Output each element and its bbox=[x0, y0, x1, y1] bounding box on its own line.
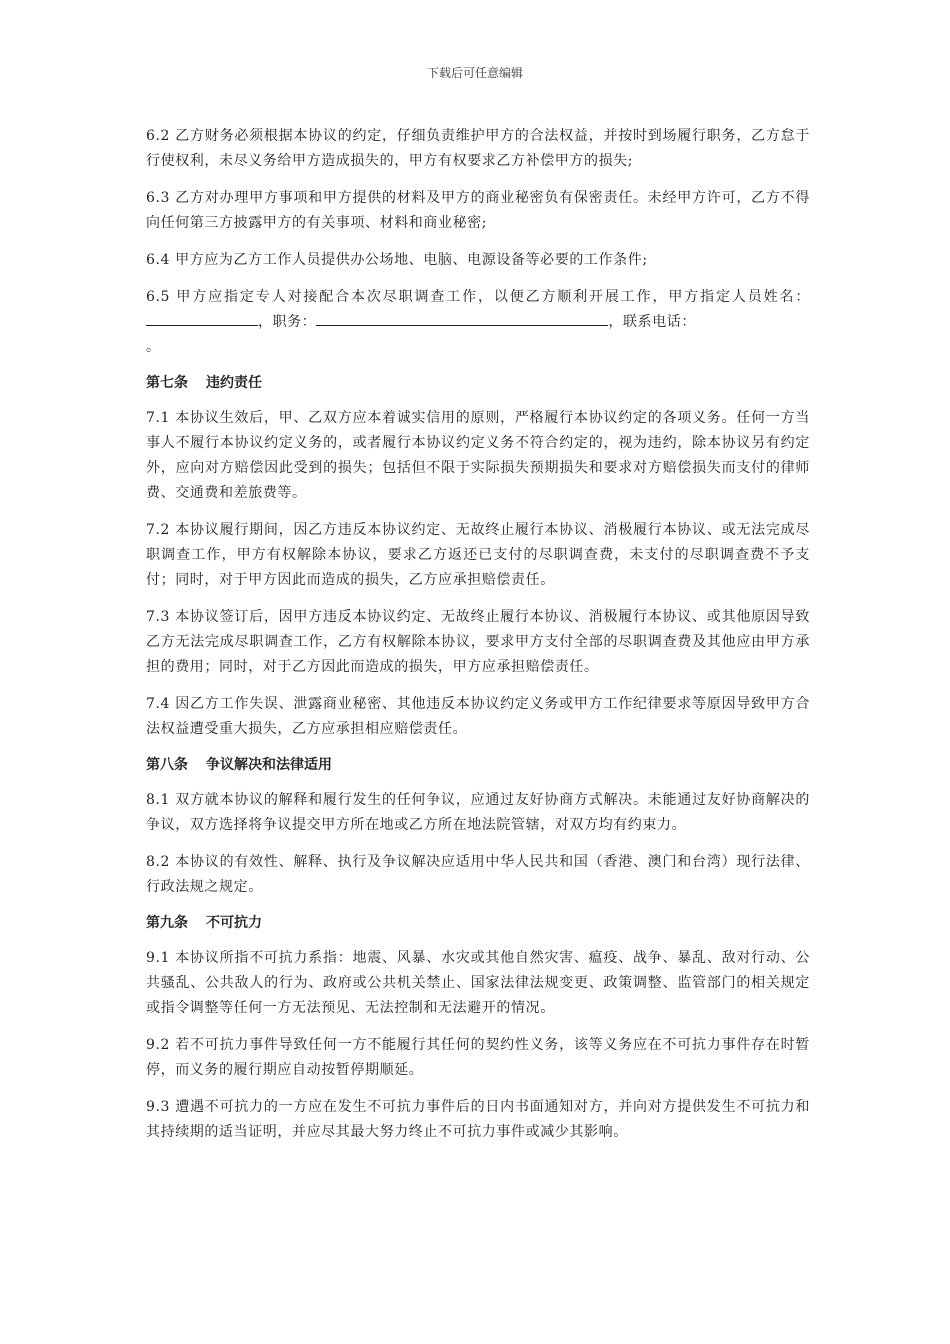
clause-6-5-text-4: 。 bbox=[146, 339, 161, 355]
document-body bbox=[146, 124, 810, 1157]
clause-8-1: 8.1 双方就本协议的解释和履行发生的任何争议，应通过友好协商方式解决。未能通过友好协商解决的争议，双方选择将争议提交甲方所在地或乙方所在地法院管辖，对双方均有约束力。 bbox=[146, 792, 810, 833]
article-7-number: 第七条 bbox=[146, 375, 188, 391]
clause-9-1: 9.1 本协议所指不可抗力系指：地震、风暴、水灾或其他自然灾害、瘟疫、战争、暴乱、敌对行动、公共骚乱、公共敌人的行为、政府或公共机关禁止、国家法律法规变更、政策调整、监管部门的相关规定或指令调整等任何一方无法预见、无法控制和无法避开的情况。 bbox=[146, 950, 810, 1016]
clause-9-3: 9.3 遭遇不可抗力的一方应在发生不可抗力事件后的日内书面通知对方，并向对方提供发生不可抗力和其持续期的适当证明，并应尽其最大努力终止不可抗力事件或减少其影响。 bbox=[146, 1099, 810, 1140]
clause-6-5-text-3: ，联系电话： bbox=[608, 314, 697, 330]
clause-7-2: 7.2 本协议履行期间，因乙方违反本协议约定、无故终止履行本协议、消极履行本协议、或无法完成尽职调查工作，甲方有权解除本协议，要求乙方返还已支付的尽职调查费，未支付的尽职调查费不予支付；同时，对于甲方因此而造成的损失，乙方应承担赔偿责任。 bbox=[146, 522, 810, 588]
page-header: 下载后可任意编辑 bbox=[426, 66, 523, 80]
clause-8-2: 8.2 本协议的有效性、解释、执行及争议解决应适用中华人民共和国（香港、澳门和台湾）现行法律、行政法规之规定。 bbox=[146, 854, 810, 895]
clause-7-3: 7.3 本协议签订后，因甲方违反本协议约定、无故终止履行本协议、消极履行本协议、或其他原因导致乙方无法完成尽职调查工作，乙方有权解除本协议，要求甲方支付全部的尽职调查费及其他应由甲方承担的费用；同时，对于乙方因此而造成的损失，甲方应承担赔偿责任。 bbox=[146, 609, 810, 675]
article-8-heading bbox=[146, 754, 810, 776]
clause-7-1: 7.1 本协议生效后，甲、乙双方应本着诚实信用的原则，严格履行本协议约定的各项义务。任何一方当事人不履行本协议约定义务的，或者履行本协议约定义务不符合约定的，视为违约，除本协议另有约定外，应向对方赔偿因此受到的损失；包括但不限于实际损失预期损失和要求对方赔偿损失而支付的律师费、交通费和差旅费等。 bbox=[146, 410, 810, 501]
article-9-title: 不可抗力 bbox=[206, 915, 262, 931]
clause-6-5-text-1: 6.5 甲方应指定专人对接配合本次尽职调查工作，以便乙方顺利开展工作，甲方指定人员姓名： bbox=[146, 289, 810, 305]
article-9-number: 第九条 bbox=[146, 915, 188, 931]
article-8-title: 争议解决和法律适用 bbox=[206, 757, 332, 773]
clause-6-5 bbox=[146, 285, 810, 360]
article-7-heading bbox=[146, 372, 810, 394]
clause-6-3: 6.3 乙方对办理甲方事项和甲方提供的材料及甲方的商业秘密负有保密责任。未经甲方许可，乙方不得向任何第三方披露甲方的有关事项、材料和商业秘密; bbox=[146, 190, 810, 231]
clause-9-2: 9.2 若不可抗力事件导致任何一方不能履行其任何的契约性义务，该等义务应在不可抗力事件存在时暂停，而义务的履行期应自动按暂停期顺延。 bbox=[146, 1037, 810, 1078]
article-7-title: 违约责任 bbox=[206, 375, 262, 391]
contact-name-blank[interactable] bbox=[146, 310, 258, 326]
article-8-number: 第八条 bbox=[146, 757, 188, 773]
clause-6-2: 6.2 乙方财务必须根据本协议的约定，仔细负责维护甲方的合法权益，并按时到场履行职务，乙方怠于行使权利，未尽义务给甲方造成损失的，甲方有权要求乙方补偿甲方的损失; bbox=[146, 128, 810, 169]
clause-6-4: 6.4 甲方应为乙方工作人员提供办公场地、电脑、电源设备等必要的工作条件; bbox=[146, 252, 648, 268]
clause-6-5-text-2: ，职务： bbox=[258, 314, 317, 330]
contact-position-blank[interactable] bbox=[316, 310, 608, 326]
article-9-heading bbox=[146, 912, 810, 934]
clause-7-4: 7.4 因乙方工作失误、泄露商业秘密、其他违反本协议约定义务或甲方工作纪律要求等原因导致甲方合法权益遭受重大损失，乙方应承担相应赔偿责任。 bbox=[146, 696, 810, 737]
